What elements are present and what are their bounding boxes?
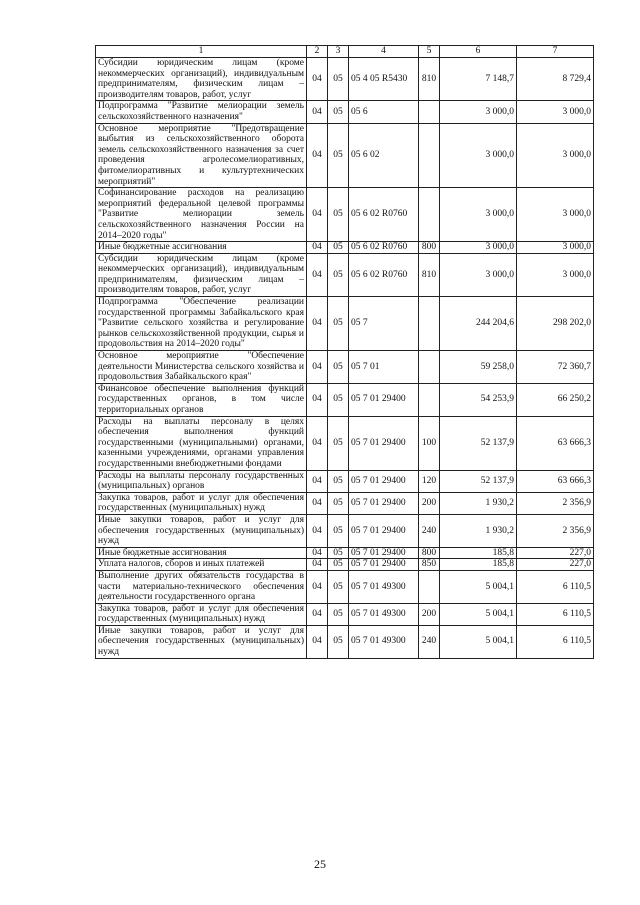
header-cell: 6 bbox=[440, 46, 517, 58]
table-row bbox=[96, 559, 594, 571]
row-sum-2019-cell: 59 258,0 bbox=[440, 351, 517, 384]
row-pr-cell: 05 bbox=[328, 101, 349, 123]
row-sum-2019-cell: 7 148,7 bbox=[440, 58, 517, 101]
row-pr-cell: 05 bbox=[328, 416, 349, 470]
row-vr-cell: 240 bbox=[419, 514, 440, 547]
row-name-cell: Подпрограмма "Развитие мелиорации земель сельскохозяйственного назначения" bbox=[96, 101, 307, 123]
row-rz-cell: 04 bbox=[307, 470, 328, 492]
table-row bbox=[96, 514, 594, 547]
table-row bbox=[96, 383, 594, 416]
row-pr-cell: 05 bbox=[328, 470, 349, 492]
table-row bbox=[96, 547, 594, 559]
table-header-row bbox=[96, 46, 594, 58]
table-row bbox=[96, 188, 594, 242]
row-pr-cell: 05 bbox=[328, 242, 349, 254]
row-name-cell: Иные бюджетные ассигнования bbox=[96, 242, 307, 254]
header-cell: 4 bbox=[349, 46, 419, 58]
row-pr-cell: 05 bbox=[328, 492, 349, 514]
row-name-cell: Расходы на выплаты персоналу государственных (муниципальных) органов bbox=[96, 470, 307, 492]
row-sum-2020-cell: 3 000,0 bbox=[517, 188, 594, 242]
row-rz-cell: 04 bbox=[307, 58, 328, 101]
row-vr-cell: 200 bbox=[419, 603, 440, 625]
row-rz-cell: 04 bbox=[307, 188, 328, 242]
row-csr-cell: 05 6 02 R0760 bbox=[349, 242, 419, 254]
row-name-cell: Закупка товаров, работ и услуг для обеспечения государственных (муниципальных) нужд bbox=[96, 603, 307, 625]
row-csr-cell: 05 7 bbox=[349, 297, 419, 351]
row-sum-2020-cell: 298 202,0 bbox=[517, 297, 594, 351]
row-name-cell: Иные бюджетные ассигнования bbox=[96, 547, 307, 559]
row-rz-cell: 04 bbox=[307, 603, 328, 625]
table-row bbox=[96, 253, 594, 296]
row-sum-2019-cell: 54 253,9 bbox=[440, 383, 517, 416]
row-rz-cell: 04 bbox=[307, 559, 328, 571]
row-vr-cell bbox=[419, 383, 440, 416]
row-csr-cell: 05 7 01 49300 bbox=[349, 625, 419, 658]
row-csr-cell: 05 6 02 R0760 bbox=[349, 253, 419, 296]
row-sum-2020-cell: 3 000,0 bbox=[517, 242, 594, 254]
row-sum-2020-cell: 6 110,5 bbox=[517, 625, 594, 658]
row-sum-2020-cell: 63 666,3 bbox=[517, 470, 594, 492]
row-pr-cell: 05 bbox=[328, 514, 349, 547]
row-pr-cell: 05 bbox=[328, 297, 349, 351]
row-vr-cell: 120 bbox=[419, 470, 440, 492]
row-rz-cell: 04 bbox=[307, 123, 328, 188]
budget-table bbox=[95, 45, 594, 659]
row-sum-2020-cell: 72 360,7 bbox=[517, 351, 594, 384]
row-pr-cell: 05 bbox=[328, 253, 349, 296]
row-sum-2020-cell: 3 000,0 bbox=[517, 253, 594, 296]
row-sum-2020-cell: 6 110,5 bbox=[517, 603, 594, 625]
row-sum-2020-cell: 2 356,9 bbox=[517, 492, 594, 514]
table-row bbox=[96, 242, 594, 254]
row-name-cell: Основное мероприятие "Предотвращение выбытия из сельскохозяйственного оборота земель сельскохозяйственного назначения за счет проведения агролесомелиоративных, фитомелиоративных и культуртехнических мероприятий" bbox=[96, 123, 307, 188]
row-csr-cell: 05 7 01 29400 bbox=[349, 559, 419, 571]
row-csr-cell: 05 7 01 49300 bbox=[349, 570, 419, 603]
row-rz-cell: 04 bbox=[307, 625, 328, 658]
row-vr-cell bbox=[419, 297, 440, 351]
row-sum-2020-cell: 3 000,0 bbox=[517, 123, 594, 188]
row-sum-2020-cell: 8 729,4 bbox=[517, 58, 594, 101]
table-row bbox=[96, 123, 594, 188]
row-name-cell: Уплата налогов, сборов и иных платежей bbox=[96, 559, 307, 571]
table-row bbox=[96, 603, 594, 625]
row-sum-2019-cell: 5 004,1 bbox=[440, 570, 517, 603]
row-pr-cell: 05 bbox=[328, 603, 349, 625]
row-vr-cell: 850 bbox=[419, 559, 440, 571]
row-csr-cell: 05 7 01 49300 bbox=[349, 603, 419, 625]
row-sum-2019-cell: 3 000,0 bbox=[440, 188, 517, 242]
row-pr-cell: 05 bbox=[328, 188, 349, 242]
row-sum-2019-cell: 1 930,2 bbox=[440, 492, 517, 514]
row-vr-cell: 800 bbox=[419, 547, 440, 559]
row-name-cell: Расходы на выплаты персоналу в целях обеспечения выполнения функций государственными (муниципальными) органами, казенными учреждениями, органами управления государственными внебюджетными фондами bbox=[96, 416, 307, 470]
row-vr-cell bbox=[419, 101, 440, 123]
row-vr-cell bbox=[419, 188, 440, 242]
row-sum-2019-cell: 3 000,0 bbox=[440, 123, 517, 188]
table-row bbox=[96, 101, 594, 123]
row-csr-cell: 05 7 01 29400 bbox=[349, 416, 419, 470]
row-pr-cell: 05 bbox=[328, 559, 349, 571]
row-vr-cell bbox=[419, 351, 440, 384]
row-pr-cell: 05 bbox=[328, 547, 349, 559]
row-sum-2019-cell: 244 204,6 bbox=[440, 297, 517, 351]
table-row bbox=[96, 492, 594, 514]
row-sum-2020-cell: 66 250,2 bbox=[517, 383, 594, 416]
row-sum-2019-cell: 3 000,0 bbox=[440, 101, 517, 123]
row-name-cell: Финансовое обеспечение выполнения функций государственных органов, в том числе территориальных органов bbox=[96, 383, 307, 416]
table-body bbox=[96, 46, 594, 659]
row-rz-cell: 04 bbox=[307, 351, 328, 384]
row-pr-cell: 05 bbox=[328, 351, 349, 384]
row-name-cell: Иные закупки товаров, работ и услуг для обеспечения государственных (муниципальных) нужд bbox=[96, 514, 307, 547]
row-csr-cell: 05 6 02 R0760 bbox=[349, 188, 419, 242]
row-pr-cell: 05 bbox=[328, 570, 349, 603]
row-sum-2020-cell: 2 356,9 bbox=[517, 514, 594, 547]
row-sum-2019-cell: 3 000,0 bbox=[440, 253, 517, 296]
row-vr-cell: 100 bbox=[419, 416, 440, 470]
row-sum-2019-cell: 52 137,9 bbox=[440, 470, 517, 492]
table-row bbox=[96, 625, 594, 658]
table-row bbox=[96, 470, 594, 492]
row-pr-cell: 05 bbox=[328, 625, 349, 658]
row-csr-cell: 05 7 01 bbox=[349, 351, 419, 384]
table-row bbox=[96, 58, 594, 101]
row-sum-2019-cell: 5 004,1 bbox=[440, 603, 517, 625]
row-csr-cell: 05 6 bbox=[349, 101, 419, 123]
table-row bbox=[96, 351, 594, 384]
row-name-cell: Софинансирование расходов на реализацию мероприятий федеральной целевой программы "Развитие мелиорации земель сельскохозяйственного назначения России на 2014–2020 годы" bbox=[96, 188, 307, 242]
row-csr-cell: 05 7 01 29400 bbox=[349, 383, 419, 416]
row-sum-2020-cell: 3 000,0 bbox=[517, 101, 594, 123]
header-cell: 5 bbox=[419, 46, 440, 58]
row-sum-2020-cell: 227,0 bbox=[517, 547, 594, 559]
row-vr-cell: 800 bbox=[419, 242, 440, 254]
row-vr-cell: 200 bbox=[419, 492, 440, 514]
row-sum-2019-cell: 185,8 bbox=[440, 547, 517, 559]
row-vr-cell: 810 bbox=[419, 58, 440, 101]
row-rz-cell: 04 bbox=[307, 297, 328, 351]
row-sum-2019-cell: 5 004,1 bbox=[440, 625, 517, 658]
row-csr-cell: 05 7 01 29400 bbox=[349, 470, 419, 492]
row-rz-cell: 04 bbox=[307, 547, 328, 559]
row-vr-cell bbox=[419, 123, 440, 188]
row-name-cell: Субсидии юридическим лицам (кроме некоммерческих организаций), индивидуальным предпринимателям, физическим лицам – производителям товаров, работ, услуг bbox=[96, 58, 307, 101]
row-name-cell: Закупка товаров, работ и услуг для обеспечения государственных (муниципальных) нужд bbox=[96, 492, 307, 514]
row-sum-2020-cell: 227,0 bbox=[517, 559, 594, 571]
row-rz-cell: 04 bbox=[307, 514, 328, 547]
row-sum-2019-cell: 1 930,2 bbox=[440, 514, 517, 547]
row-pr-cell: 05 bbox=[328, 123, 349, 188]
row-sum-2020-cell: 63 666,3 bbox=[517, 416, 594, 470]
row-csr-cell: 05 7 01 29400 bbox=[349, 492, 419, 514]
header-cell: 7 bbox=[517, 46, 594, 58]
row-vr-cell: 240 bbox=[419, 625, 440, 658]
row-name-cell: Иные закупки товаров, работ и услуг для обеспечения государственных (муниципальных) нужд bbox=[96, 625, 307, 658]
table-row bbox=[96, 570, 594, 603]
row-vr-cell bbox=[419, 570, 440, 603]
header-cell: 3 bbox=[328, 46, 349, 58]
header-cell: 2 bbox=[307, 46, 328, 58]
row-csr-cell: 05 7 01 29400 bbox=[349, 547, 419, 559]
header-cell: 1 bbox=[96, 46, 307, 58]
row-rz-cell: 04 bbox=[307, 253, 328, 296]
row-name-cell: Подпрограмма "Обеспечение реализации государственной программы Забайкальского края "Развитие сельского хозяйства и регулирование рынков сельскохозяйственной продукции, сырья и продовольствия на 2014–2020 годы" bbox=[96, 297, 307, 351]
row-sum-2019-cell: 3 000,0 bbox=[440, 242, 517, 254]
row-csr-cell: 05 6 02 bbox=[349, 123, 419, 188]
row-sum-2019-cell: 185,8 bbox=[440, 559, 517, 571]
row-rz-cell: 04 bbox=[307, 101, 328, 123]
row-name-cell: Субсидии юридическим лицам (кроме некоммерческих организаций), индивидуальным предпринимателям, физическим лицам – производителям товаров, работ, услуг bbox=[96, 253, 307, 296]
row-name-cell: Основное мероприятие "Обеспечение деятельности Министерства сельского хозяйства и продовольствия Забайкальского края" bbox=[96, 351, 307, 384]
row-rz-cell: 04 bbox=[307, 242, 328, 254]
row-sum-2019-cell: 52 137,9 bbox=[440, 416, 517, 470]
row-rz-cell: 04 bbox=[307, 570, 328, 603]
row-csr-cell: 05 7 01 29400 bbox=[349, 514, 419, 547]
page-number: 25 bbox=[314, 857, 326, 871]
row-vr-cell: 810 bbox=[419, 253, 440, 296]
table-row bbox=[96, 416, 594, 470]
row-pr-cell: 05 bbox=[328, 383, 349, 416]
table-row bbox=[96, 297, 594, 351]
row-sum-2020-cell: 6 110,5 bbox=[517, 570, 594, 603]
row-name-cell: Выполнение других обязательств государства в части материально-технического обеспечения деятельности государственного органа bbox=[96, 570, 307, 603]
row-rz-cell: 04 bbox=[307, 383, 328, 416]
row-rz-cell: 04 bbox=[307, 416, 328, 470]
row-csr-cell: 05 4 05 R5430 bbox=[349, 58, 419, 101]
row-pr-cell: 05 bbox=[328, 58, 349, 101]
row-rz-cell: 04 bbox=[307, 492, 328, 514]
